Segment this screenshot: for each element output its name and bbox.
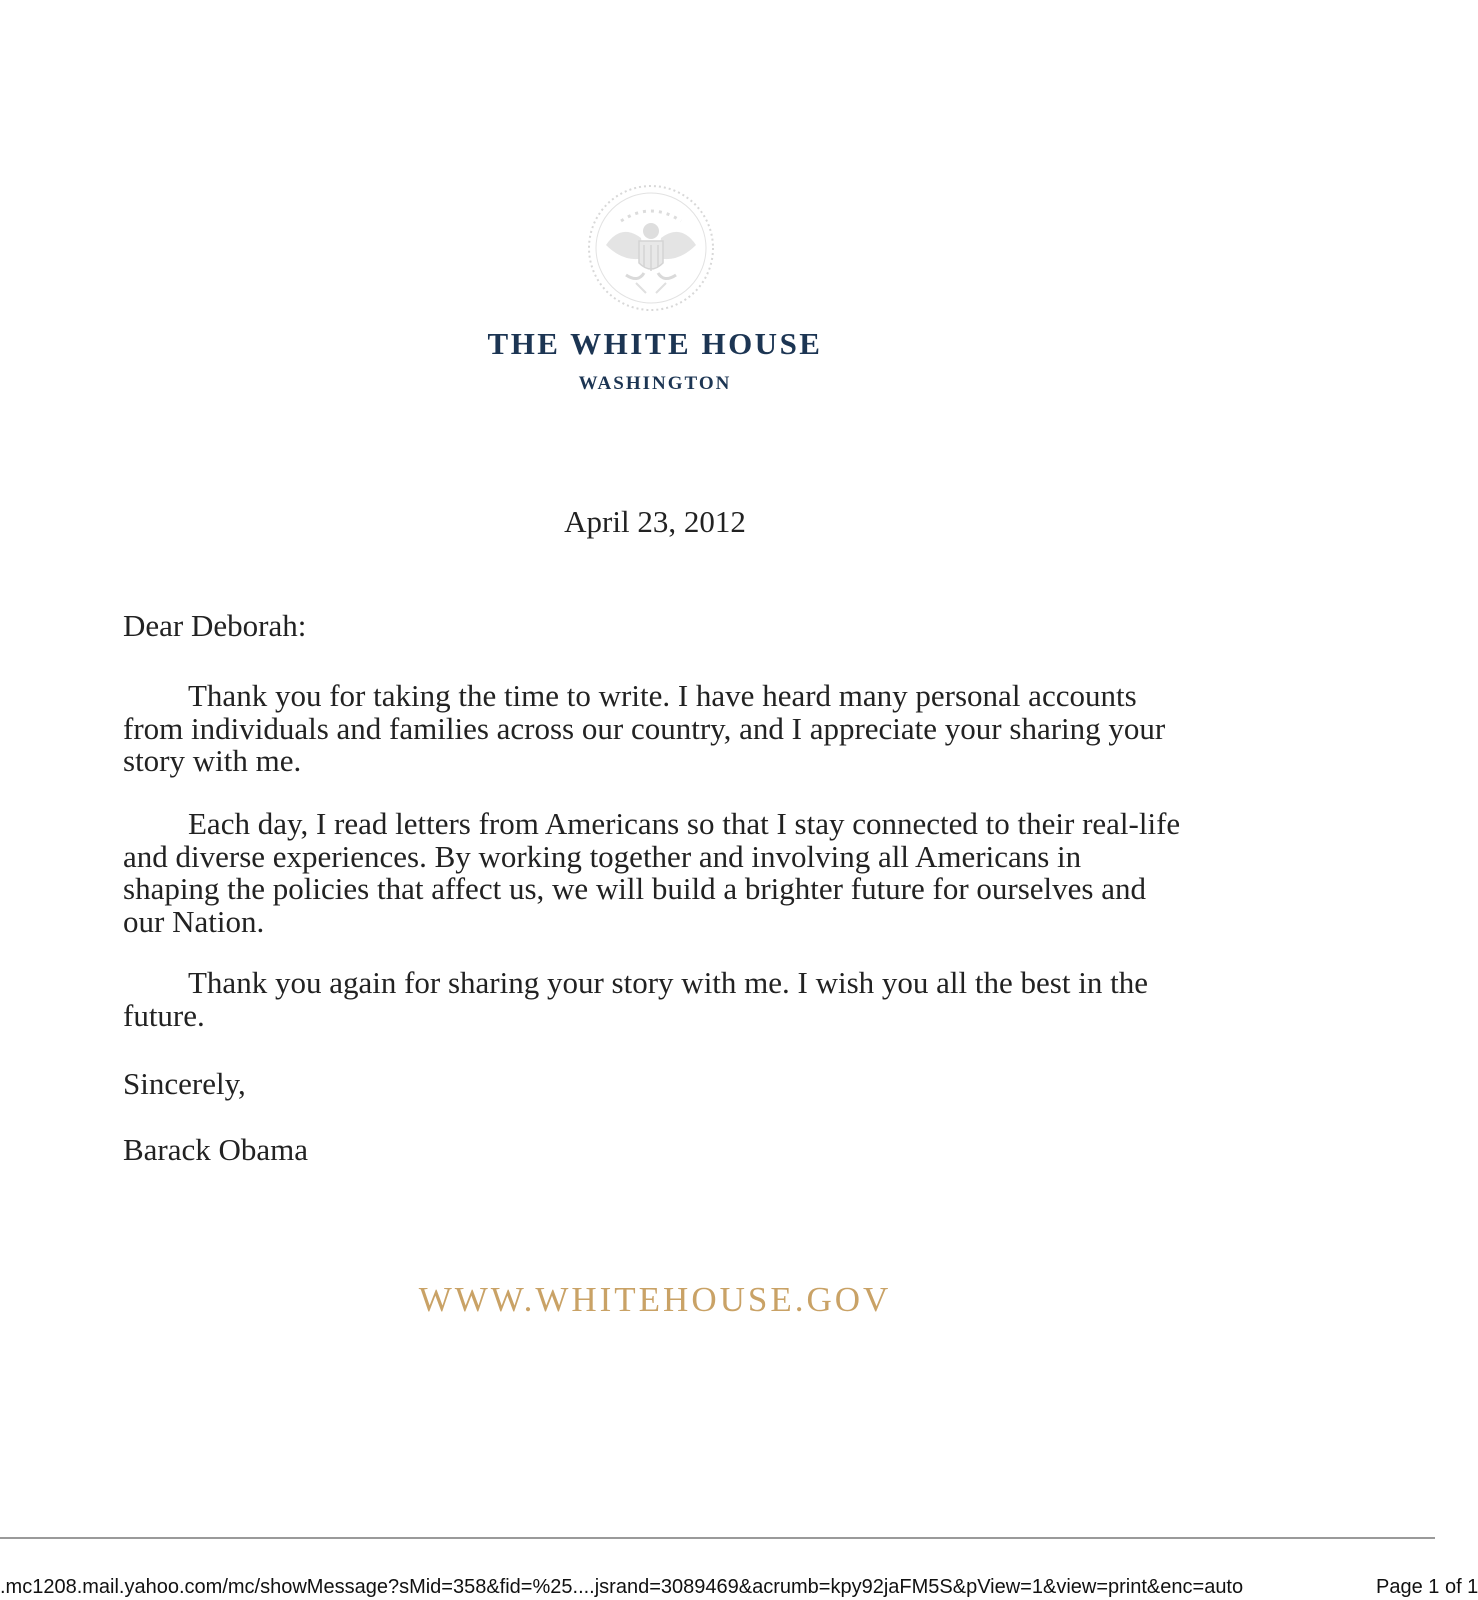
letter-paragraph-1: Thank you for taking the time to write. I have heard many personal accounts from individuals and families across our country, and I appreciate your sharing your story with me.	[123, 678, 1166, 778]
letter-paragraph-3: Thank you again for sharing your story with me. I wish you all the best in the future.	[123, 965, 1148, 1033]
presidential-seal-icon	[586, 183, 716, 313]
salutation: Dear Deborah:	[123, 608, 307, 643]
letterhead-subtitle: WASHINGTON	[578, 373, 732, 394]
print-page-number: Page 1 of 1	[1376, 1576, 1478, 1598]
letter-paragraph-2: Each day, I read letters from Americans so that I stay connected to their real-life and diverse experiences. By working together and involving all Americans in shaping the policies that affect us, we will build a brighter future for ourselves and our Nation.	[123, 806, 1181, 939]
print-divider	[0, 1537, 1435, 1539]
print-url: .mc1208.mail.yahoo.com/mc/showMessage?sMid=358&fid=%25....jsrand=3089469&acrumb=kpy92jaFM5S&pView=1&view=print&enc=auto	[0, 1576, 1244, 1598]
closing: Sincerely,	[123, 1066, 246, 1101]
signature: Barack Obama	[123, 1132, 309, 1167]
letterhead-title: THE WHITE HOUSE	[487, 326, 823, 361]
website-footer: WWW.WHITEHOUSE.GOV	[418, 1280, 892, 1319]
letter-date: April 23, 2012	[564, 504, 746, 539]
